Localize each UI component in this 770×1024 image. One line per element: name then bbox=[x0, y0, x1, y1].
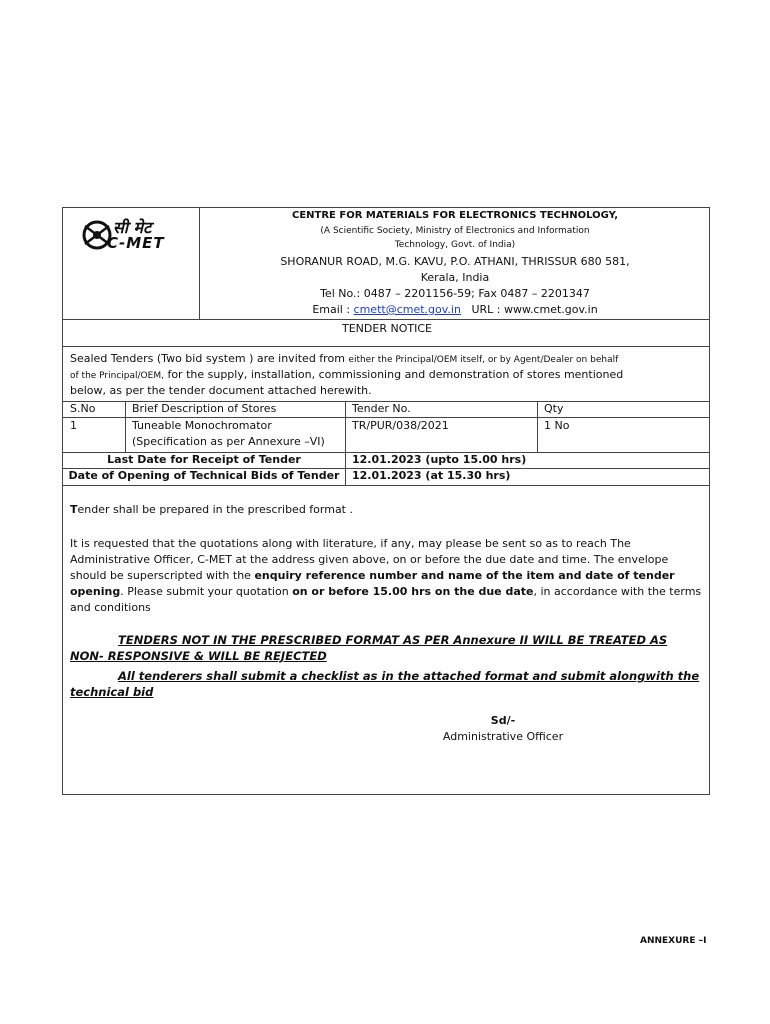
opening-date-value: 12.01.2023 (at 15.30 hrs) bbox=[352, 469, 511, 482]
last-date-value: 12.01.2023 (upto 15.00 hrs) bbox=[352, 453, 527, 466]
col-header-description: Brief Description of Stores bbox=[132, 402, 277, 415]
intro-line-2: of the Principal/OEM, for the supply, installation, commissioning and demonstration of stores mentioned bbox=[70, 368, 624, 381]
tender-notice-frame bbox=[62, 207, 710, 795]
intro-line-1: Sealed Tenders (Two bid system ) are invited from either the Principal/OEM itself, or by Agent/Dealer on behalf bbox=[70, 352, 619, 365]
row-desc-2: (Specification as per Annexure –VI) bbox=[132, 435, 325, 448]
row-desc-1: Tuneable Monochromator bbox=[132, 419, 272, 432]
society-line-1: (A Scientific Society, Ministry of Electronics and Information bbox=[320, 226, 590, 236]
cmet-logo bbox=[77, 216, 167, 254]
col-header-qty: Qty bbox=[544, 402, 564, 415]
opening-date-label: Date of Opening of Technical Bids of Tender bbox=[68, 469, 340, 482]
last-date-label: Last Date for Receipt of Tender bbox=[107, 453, 301, 466]
society-line-2: Technology, Govt. of India) bbox=[394, 240, 516, 250]
contact-line bbox=[200, 303, 710, 316]
header-bottom-rule bbox=[63, 319, 709, 320]
format-line: Tender shall be prepared in the prescribed format . bbox=[70, 503, 353, 516]
email-link[interactable]: cmett@cmet.gov.in bbox=[353, 303, 461, 316]
address-line-2: Kerala, India bbox=[420, 271, 490, 284]
email-label: Email : bbox=[312, 303, 354, 316]
table-header-rule bbox=[63, 417, 709, 418]
intro-line-3: below, as per the tender document attached herewith. bbox=[70, 384, 372, 397]
table-bottom-rule bbox=[63, 485, 709, 486]
signature-sd: Sd/- bbox=[490, 714, 516, 727]
notice-title: TENDER NOTICE bbox=[342, 322, 432, 335]
warning-not-prescribed: TENDERS NOT IN THE PRESCRIBED FORMAT AS PER Annexure II WILL BE TREATED AS NON- RESPONSIVE & WILL BE REJECTED bbox=[70, 633, 668, 663]
logo-text: C-MET bbox=[107, 234, 165, 252]
title-bottom-rule bbox=[63, 346, 709, 347]
col-header-tender-no: Tender No. bbox=[352, 402, 411, 415]
row-tender-no: TR/PUR/038/2021 bbox=[352, 419, 449, 432]
address-line-1: SHORANUR ROAD, M.G. KAVU, P.O. ATHANI, THRISSUR 680 581, bbox=[280, 255, 630, 268]
table-col-divider-1 bbox=[125, 401, 126, 452]
signature-title: Administrative Officer bbox=[442, 730, 564, 743]
row-qty: 1 No bbox=[544, 419, 570, 432]
warning-checklist: All tenderers shall submit a checklist as in the attached format and submit alongwith the technical bid bbox=[70, 669, 700, 699]
org-name: CENTRE FOR MATERIALS FOR ELECTRONICS TECHNOLOGY, bbox=[292, 210, 618, 221]
logo-hindi-text: सी मेट bbox=[113, 218, 152, 237]
col-header-sno: S.No bbox=[70, 402, 96, 415]
phone-line: Tel No.: 0487 – 2201156-59; Fax 0487 – 2201347 bbox=[320, 287, 590, 300]
url-text: URL : www.cmet.gov.in bbox=[471, 303, 598, 316]
request-paragraph: It is requested that the quotations along with literature, if any, may please be sent so as to reach The Administrative Officer, C-MET at the address given above, on or before the due date and time. The envelope should be superscripted with the enquiry reference number and name of the item and date of tender opening. Please submit your quotation on or before 15.00 hrs on the due date, in accordance with the terms and conditions bbox=[70, 537, 702, 614]
table-col-divider-2 bbox=[345, 401, 346, 485]
annexure-label: ANNEXURE –I bbox=[640, 936, 707, 946]
row-sno: 1 bbox=[70, 419, 77, 432]
table-col-divider-3 bbox=[537, 401, 538, 452]
